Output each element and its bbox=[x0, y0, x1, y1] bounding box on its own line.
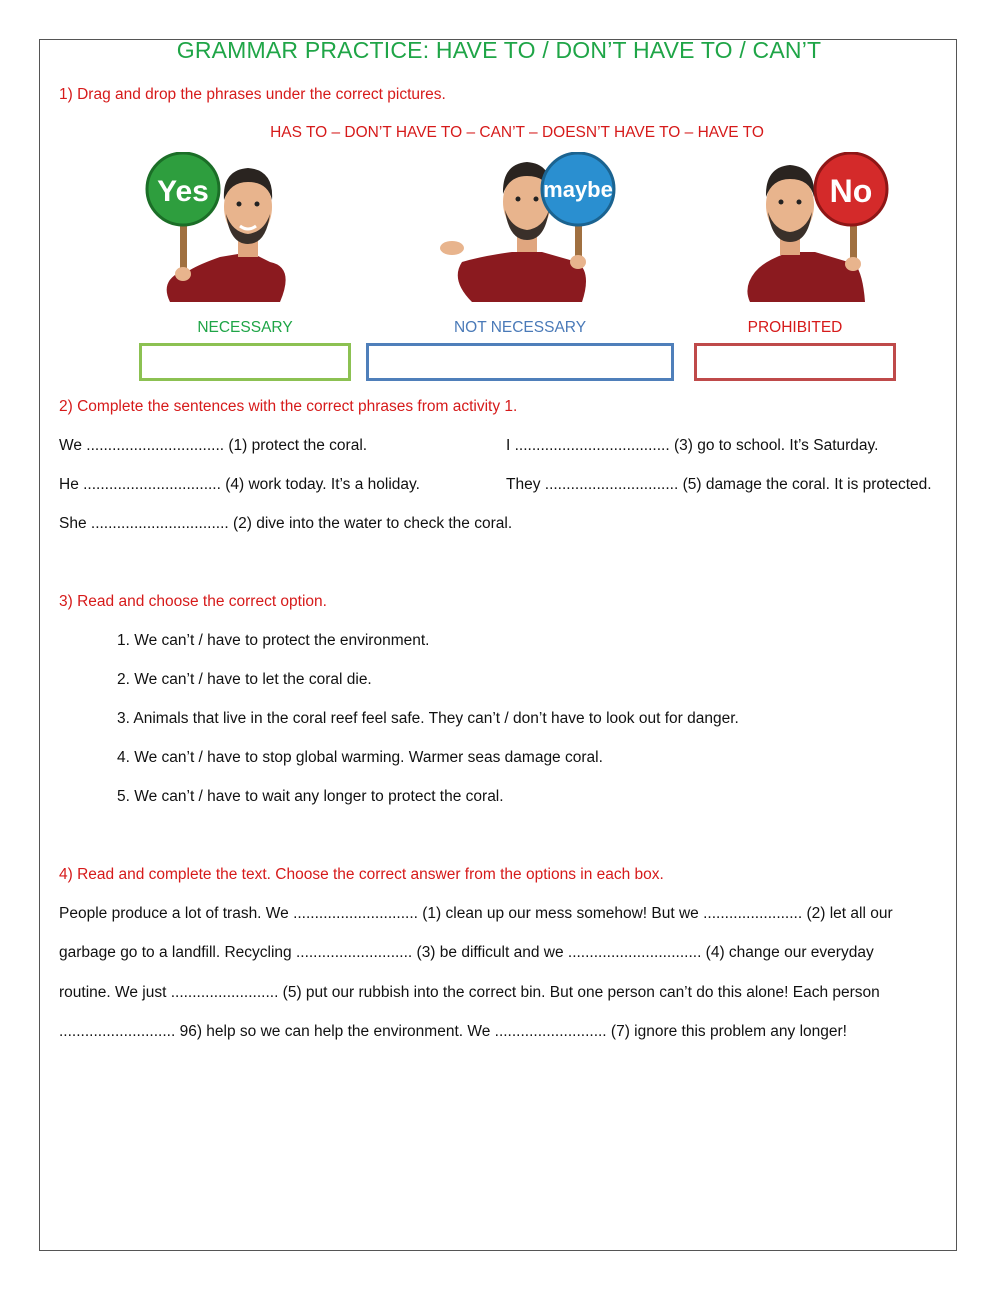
sign-no-label: No bbox=[829, 173, 873, 209]
section1-instruction: 1) Drag and drop the phrases under the correct pictures. bbox=[59, 86, 446, 103]
section4-instruction: 4) Read and complete the text. Choose the correct answer from the options in each box. bbox=[59, 866, 664, 883]
choice-item-1[interactable]: 1. We can’t / have to protect the environment. bbox=[117, 632, 430, 649]
sentence-1[interactable]: We ................................ (1) protect the coral. bbox=[59, 437, 368, 454]
drop-zone-necessary[interactable] bbox=[139, 343, 351, 381]
choice-item-3[interactable]: 3. Animals that live in the coral reef feel safe. They can’t / don’t have to look out for danger. bbox=[117, 710, 739, 727]
text-line-1[interactable]: People produce a lot of trash. We ............................. (1) clean up our mess somehow! But we ....................... (2) let all our bbox=[59, 905, 893, 922]
category-not-necessary-label: NOT NECESSARY bbox=[453, 319, 587, 336]
choice-item-4[interactable]: 4. We can’t / have to stop global warming. Warmer seas damage coral. bbox=[117, 749, 603, 766]
choice-item-2[interactable]: 2. We can’t / have to let the coral die. bbox=[117, 671, 372, 688]
sign-maybe-label: maybe bbox=[543, 177, 613, 202]
sentence-3[interactable]: I .................................... (3) go to school. It’s Saturday. bbox=[506, 437, 879, 454]
section2-instruction: 2) Complete the sentences with the correct phrases from activity 1. bbox=[59, 398, 518, 415]
category-prohibited-label: PROHIBITED bbox=[747, 319, 843, 336]
sentence-4[interactable]: He ................................ (4) work today. It’s a holiday. bbox=[59, 476, 420, 493]
page-title: GRAMMAR PRACTICE: HAVE TO / DON’T HAVE TO / CAN’T bbox=[176, 37, 822, 63]
sentence-2[interactable]: She ................................ (2) dive into the water to check the coral. bbox=[59, 515, 513, 532]
sign-yes-label: Yes bbox=[157, 175, 209, 208]
text-line-3[interactable]: routine. We just ......................... (5) put our rubbish into the correct bin. But one person can’t do this alone! Each person bbox=[59, 984, 880, 1001]
category-necessary-label: NECESSARY bbox=[197, 319, 293, 336]
drop-zone-prohibited[interactable] bbox=[694, 343, 896, 381]
section3-instruction: 3) Read and choose the correct option. bbox=[59, 593, 327, 610]
text-line-2[interactable]: garbage go to a landfill. Recycling ........................... (3) be difficult and we ............................... (4) change our everyday bbox=[59, 944, 874, 961]
character-maybe-image bbox=[432, 152, 622, 307]
character-yes-image bbox=[140, 152, 300, 307]
character-no-image bbox=[745, 152, 895, 307]
phrase-bank: HAS TO – DON’T HAVE TO – CAN’T – DOESN’T HAVE TO – HAVE TO bbox=[270, 124, 764, 141]
choice-item-5[interactable]: 5. We can’t / have to wait any longer to protect the coral. bbox=[117, 788, 504, 805]
drop-zone-not-necessary[interactable] bbox=[366, 343, 674, 381]
sentence-5[interactable]: They ............................... (5) damage the coral. It is protected. bbox=[506, 476, 932, 493]
text-line-4[interactable]: ........................... 96) help so we can help the environment. We .......................... (7) ignore this problem any longer! bbox=[59, 1023, 847, 1040]
